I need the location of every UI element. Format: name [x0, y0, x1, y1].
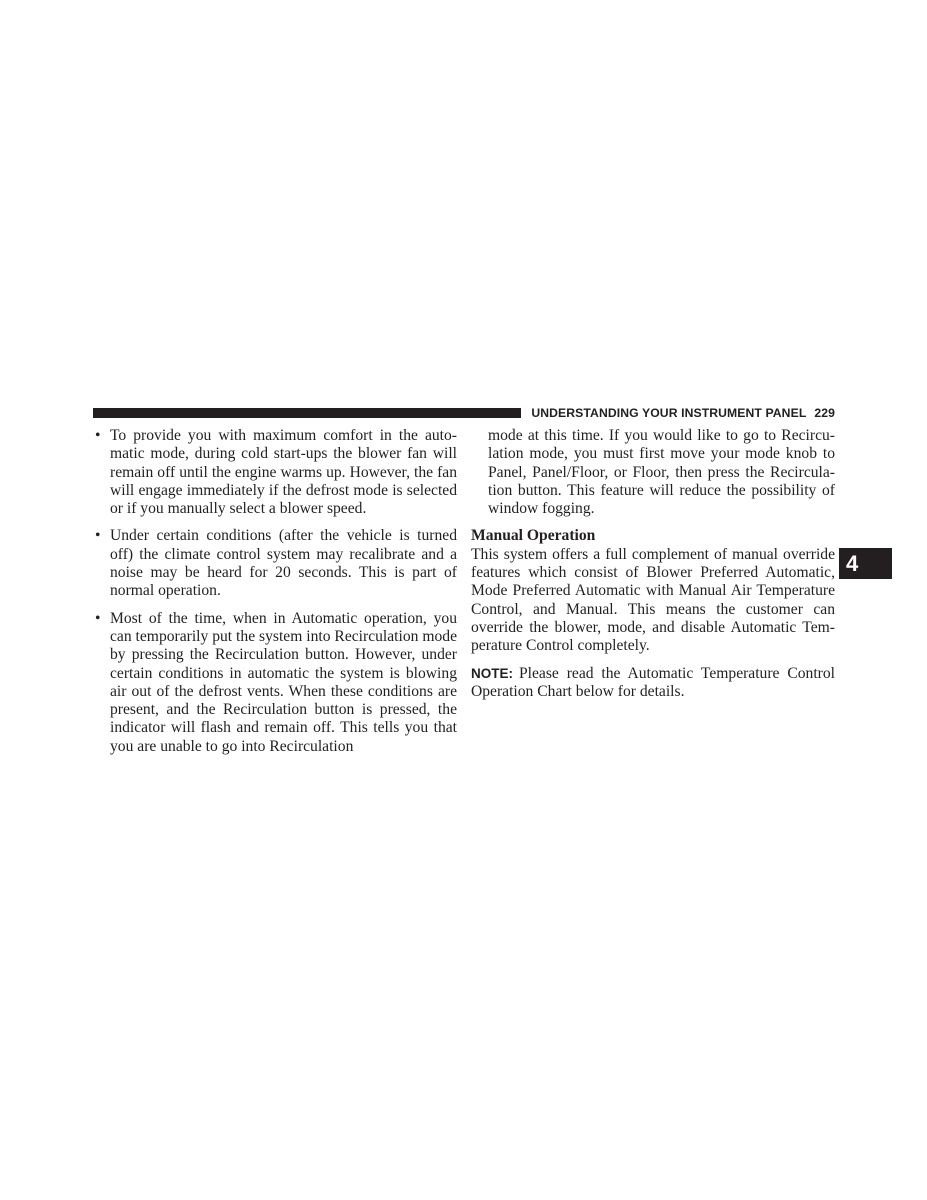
bullet-icon: •: [95, 427, 101, 444]
left-column: [93, 427, 457, 765]
bullet-text: Under certain conditions (after the vehicle is turned off) the climate control system may recalibrate and a noise may be heard for 20 seconds. This is part of normal operation.: [110, 527, 457, 600]
manual-operation-paragraph: This system offers a full complement of manual override features which consist of Blower Preferred Automatic, Mode Preferred Automatic with Manual Air Temperature Control, and Manual. This means the customer can override the blower, mode, and disable Automatic Tem- perature Control completely.: [471, 545, 835, 655]
page-number: 229: [814, 406, 835, 420]
note-text: Please read the Automatic Temperature Control Operation Chart below for details.: [471, 664, 835, 700]
bullet-icon: •: [95, 609, 101, 627]
subheading-manual-operation: Manual Operation: [471, 527, 596, 545]
list-item: [93, 610, 457, 756]
continued-bullet-text: mode at this time. If you would like to go to Recircu- lation mode, you must first move your mode knob to Panel, Panel/Floor, or Floor, then press the Recircula- tion button. This feature will reduce the possibility of window fogging.: [488, 427, 835, 518]
running-header: [530, 405, 835, 421]
note-label: NOTE:: [471, 665, 513, 681]
chapter-tab: 4: [839, 548, 892, 579]
header-rule: [93, 408, 521, 418]
list-item: [93, 527, 457, 600]
bullet-text: Most of the time, when in Automatic operation, you can temporarily put the system into Recirculation mode by pressing the Recirculation button. However, under certain conditions in automatic the system is blowing air out of the defrost vents. When these conditions are present, and the Recirculation button is pressed, the indicator will flash and remain off. This tells you that you are unable to go into Recirculation: [110, 609, 457, 755]
bullet-list: [93, 427, 457, 756]
bullet-text: To provide you with maximum comfort in the auto- matic mode, during cold start-ups the blower fan will remain off until the engine warms up. However, the fan will engage immediately if the defrost mode is selected or if you manually select a blower speed.: [110, 427, 457, 518]
right-column: [471, 427, 835, 710]
bullet-icon: •: [95, 527, 101, 545]
section-title: UNDERSTANDING YOUR INSTRUMENT PANEL: [531, 406, 807, 420]
list-item: [93, 427, 457, 518]
note-paragraph: [471, 665, 835, 702]
